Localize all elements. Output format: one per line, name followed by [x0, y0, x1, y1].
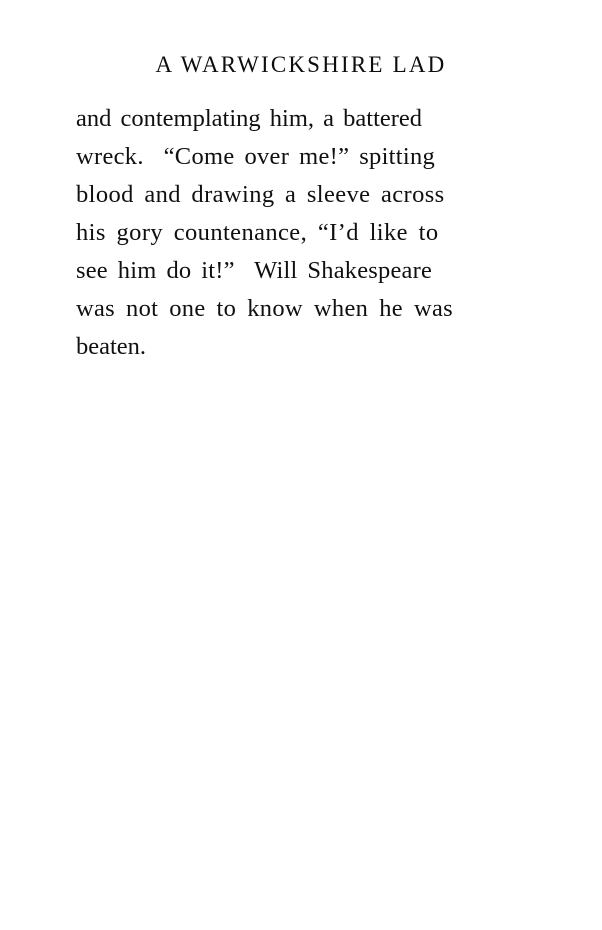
text-line: blood and drawing a sleeve across — [76, 181, 445, 208]
text-line: see him do it!” Will Shakespeare — [76, 257, 433, 284]
text-line: beaten. — [76, 333, 147, 360]
text-line: and contemplating him, a battered — [76, 105, 423, 132]
text-line: was not one to know when he was — [76, 295, 453, 322]
text-line: his gory countenance, “I’d like to — [76, 219, 439, 246]
body-paragraph — [76, 100, 528, 366]
page-running-head: A WARWICKSHIRE LAD — [155, 52, 447, 77]
text-line: wreck. “Come over me!” spitting — [76, 143, 436, 170]
